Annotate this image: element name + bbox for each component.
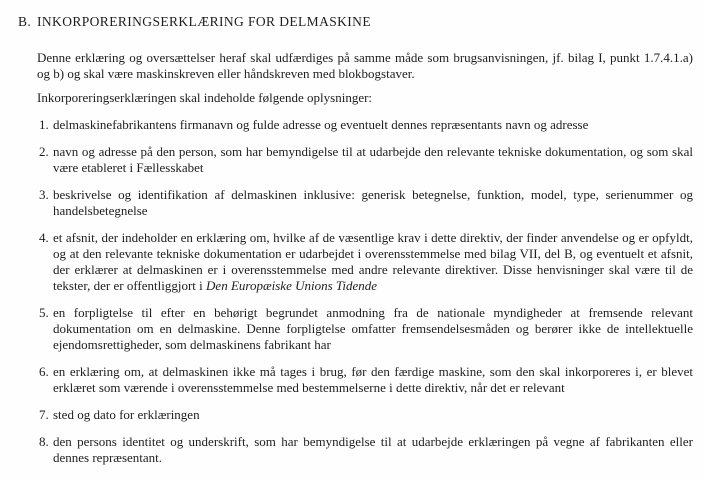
section-heading (18, 14, 704, 30)
list-item-8 (37, 434, 693, 466)
list-item-number: 1. (39, 117, 49, 132)
list-item-3 (37, 187, 693, 219)
list-item-4 (37, 230, 693, 294)
list-item-text: en forpligtelse til efter en behørigt begrundet anmodning fra de nationale myndigheder at fremsende relevant dokumentation om en delmaskine. Denne forpligtelse omfatter fremsendelsesmåden og berører ikke de intellektuelle ejendomsrettigheder, som delmaskinens fabrikant har (53, 305, 693, 352)
list-item-text: den persons identitet og underskrift, som har bemyndigelse til at udarbejde erklæringen på vegne af fabrikanten eller dennes repræsentant. (53, 434, 693, 465)
list-item-number: 4. (39, 230, 49, 245)
list-item-6 (37, 364, 693, 396)
intro-paragraph-1: Denne erklæring og oversættelser heraf skal udfærdiges på samme måde som brugsanvisningen, jf. bilag I, punkt 1.7.4.1.a) og b) og skal være maskinskreven eller håndskreven med blokbogstaver. (37, 50, 693, 81)
journal-name: Den Europæiske Unions Tidende (206, 278, 378, 293)
document-body (37, 50, 693, 466)
list-item-text: delmaskinefabrikantens firmanavn og fulde adresse og eventuelt dennes repræsentants navn og adresse (53, 117, 589, 132)
section-label: B. (18, 14, 32, 29)
list-item-number: 8. (39, 434, 49, 449)
section-title: INKORPORERINGSERKLÆRING FOR DELMASKINE (37, 14, 371, 29)
list-item-5 (37, 305, 693, 353)
list-item-number: 6. (39, 364, 49, 379)
list-item-1 (37, 117, 693, 133)
list-item-text: sted og dato for erklæringen (53, 407, 200, 422)
list-item-number: 5. (39, 305, 49, 320)
list-item-number: 7. (39, 407, 49, 422)
list-item-number: 2. (39, 144, 49, 159)
list-item-2 (37, 144, 693, 176)
list-item-text: beskrivelse og identifikation af delmaskinen inklusive: generisk betegnelse, funktion, model, type, serienummer og handelsbetegnelse (53, 187, 693, 218)
list-item-text: en erklæring om, at delmaskinen ikke må tages i brug, før den færdige maskine, som den skal inkorporeres i, er blevet erklæret som værende i overensstemmelse med bestemmelserne i dette direktiv, når det er relevant (53, 364, 693, 395)
list-item-text: et afsnit, der indeholder en erklæring om, hvilke af de væsentlige krav i dette direktiv, der finder anvendelse og er opfyldt, og at den relevante tekniske dokumentation er udarbejdet i overensstemmelse med bilag VII, del B, og eventuelt et afsnit, der erklærer at delmaskinen er i overensstemmelse med andre relevante direktiver. Disse henvisninger skal være til de tekster, der er offentliggjort i Den Europæiske Unions Tidende (53, 230, 693, 293)
intro-paragraph-2: Inkorporeringserklæringen skal indeholde følgende oplysninger: (37, 90, 373, 105)
list-item-7 (37, 407, 693, 423)
list-item-text: navn og adresse på den person, som har bemyndigelse til at udarbejde den relevante tekniske dokumentation, og som skal være etableret i Fællesskabet (53, 144, 693, 175)
list-item-number: 3. (39, 187, 49, 202)
